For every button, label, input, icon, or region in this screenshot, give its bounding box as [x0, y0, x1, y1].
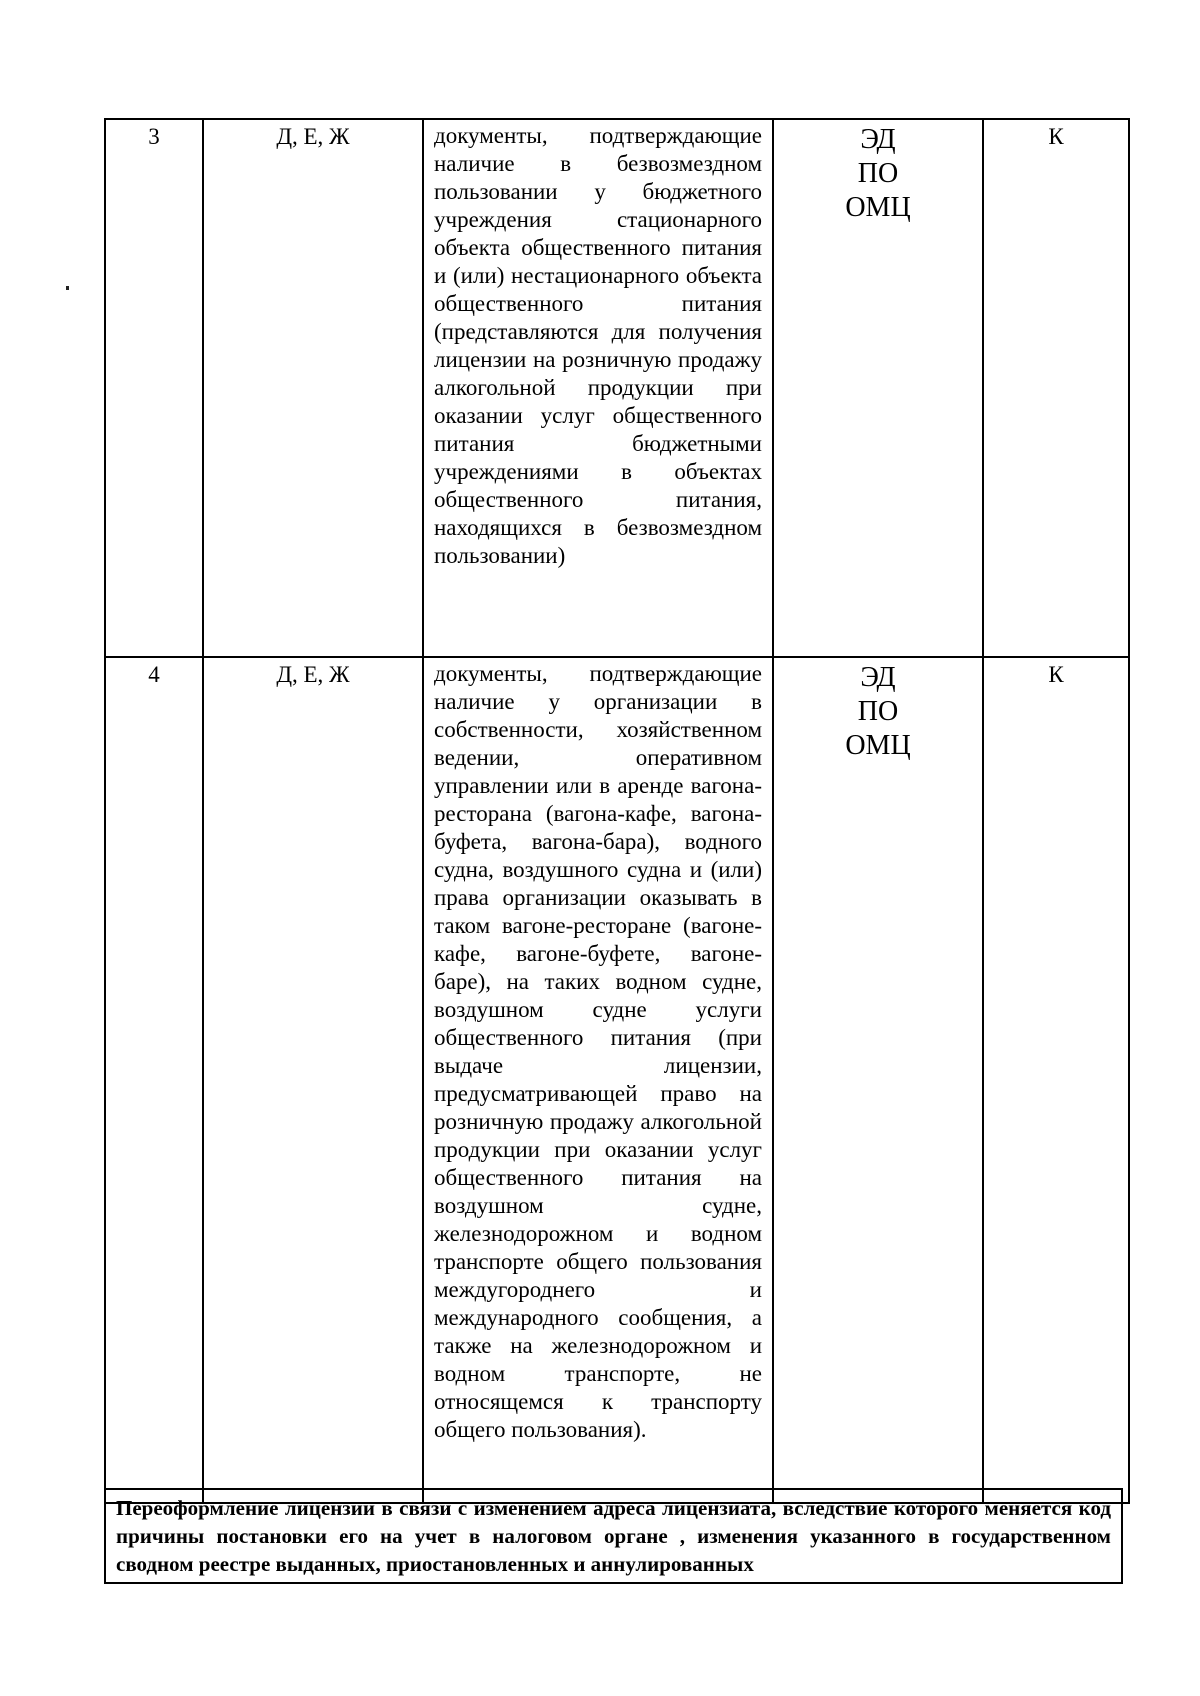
code-ed: ЭД	[860, 124, 896, 155]
row-flag: К	[983, 657, 1129, 1503]
section-heading-table	[104, 1488, 1123, 1584]
row-description: документы, подтверждающие наличие у организации в собственности, хозяйственном ведении, оперативном управлении или в аренде вагона-ресторана (вагона-кафе, вагона-буфета, вагона-бара), водного судна, воздушного судна и (или) права организации оказывать в таком вагоне-ресторане (вагоне-кафе, вагоне-буфете, вагоне-баре), на таких водном судне, воздушном судне услуги общественного питания (при выдаче лицензии, предусматривающей право на розничную продажу алкогольной продукции при оказании услуг общественного питания на воздушном судне, железнодорожном и водном транспорте общего пользования междугороднего и международного сообщения, а также на железнодорожном и водном транспорте, не относящемся к транспорту общего пользования).	[423, 657, 773, 1503]
row-flag: К	[983, 119, 1129, 657]
row-codes	[773, 657, 983, 1503]
scan-speck	[66, 286, 69, 290]
code-omc: ОМЦ	[845, 192, 911, 223]
row-codes	[773, 119, 983, 657]
code-po: ПО	[857, 696, 899, 727]
row-groups: Д, Е, Ж	[203, 657, 423, 1503]
row-description: документы, подтверждающие наличие в безвозмездном пользовании у бюджетного учреждения стационарного объекта общественного питания и (или) нестационарного объекта общественного питания (представляются для получения лицензии на розничную продажу алкогольной продукции при оказании услуг общественного питания бюджетными учреждениями в объектах общественного питания, находящихся в безвозмездном пользовании)	[423, 119, 773, 657]
table-row	[105, 657, 1129, 1503]
row-groups: Д, Е, Ж	[203, 119, 423, 657]
code-po: ПО	[857, 158, 899, 189]
row-number: 4	[105, 657, 203, 1503]
code-omc: ОМЦ	[845, 730, 911, 761]
section-heading-row	[105, 1489, 1122, 1583]
code-ed: ЭД	[860, 662, 896, 693]
requirements-table	[104, 118, 1130, 1504]
table-row	[105, 119, 1129, 657]
row-number: 3	[105, 119, 203, 657]
section-heading: Переоформление лицензии в связи с изменением адреса лицензиата, вследствие которого меняется код причины постановки его на учет в налоговом органе , изменения указанного в государственном сводном реестре выданных, приостановленных и аннулированных	[105, 1489, 1122, 1583]
